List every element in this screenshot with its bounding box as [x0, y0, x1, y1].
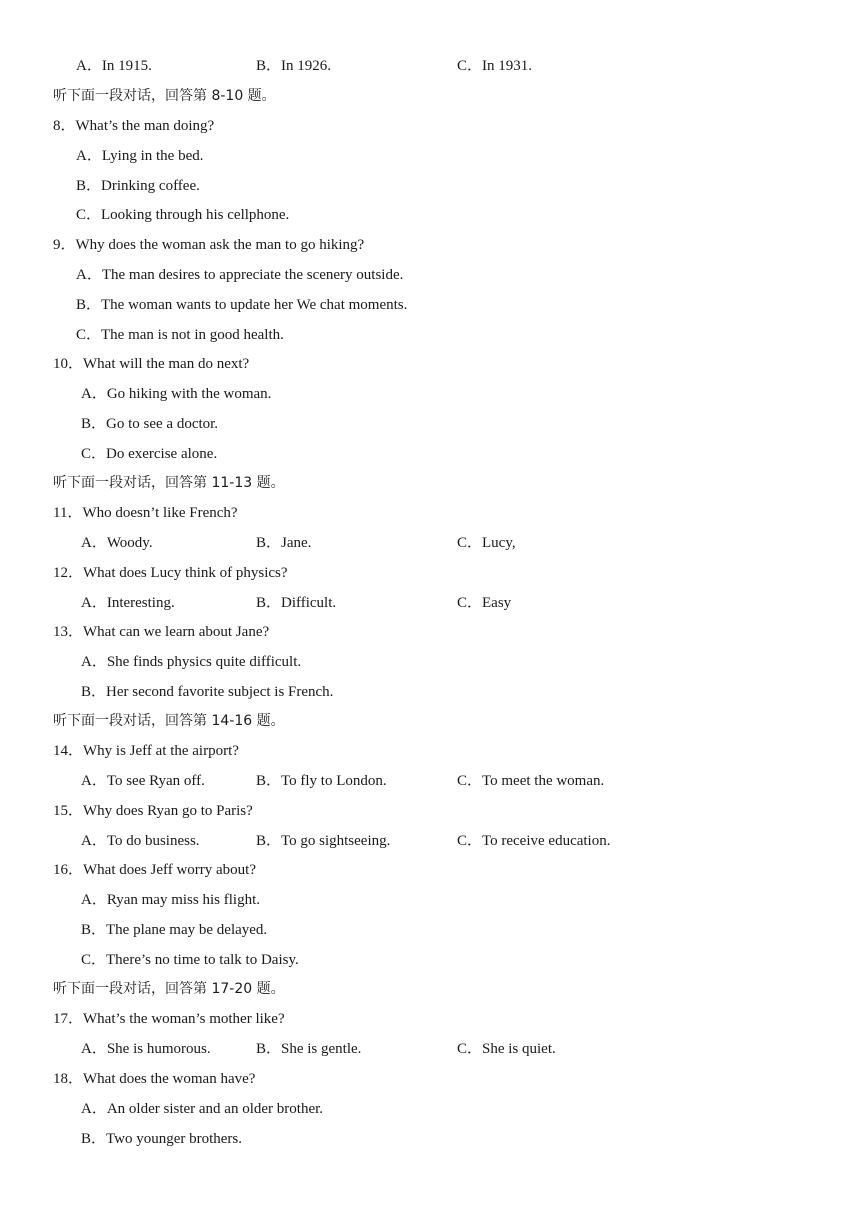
q7-option-b: B．In 1926.	[256, 58, 332, 74]
q9-option-c: C．The man is not in good health.	[76, 327, 284, 343]
q11-option-c: C．Lucy,	[457, 535, 516, 551]
q8-option-b: B．Drinking coffee.	[76, 178, 200, 194]
q14-option-c: C．To meet the woman.	[457, 773, 605, 789]
q17-option-b: B．She is gentle.	[256, 1041, 362, 1057]
q10-option-a: A．Go hiking with the woman.	[81, 386, 272, 402]
section-header-17-20: 听下面一段对话，回答第 17-20 题。	[53, 981, 285, 997]
q17-option-c: C．She is quiet.	[457, 1041, 556, 1057]
q11-option-b: B．Jane.	[256, 535, 312, 551]
q18-option-b: B．Two younger brothers.	[81, 1131, 243, 1147]
q14-option-a: A．To see Ryan off.	[81, 773, 205, 789]
q16-option-b: B．The plane may be delayed.	[81, 922, 268, 938]
q12-option-b: B．Difficult.	[256, 595, 337, 611]
question-13: 13．What can we learn about Jane?	[53, 624, 270, 640]
section-header-11-13: 听下面一段对话，回答第 11-13 题。	[53, 475, 285, 491]
q16-option-a: A．Ryan may miss his flight.	[81, 892, 260, 908]
q12-option-c: C．Easy	[457, 595, 512, 611]
q7-option-c: C．In 1931.	[457, 58, 533, 74]
q10-option-c: C．Do exercise alone.	[81, 446, 218, 462]
question-15: 15．Why does Ryan go to Paris?	[53, 803, 253, 819]
q8-option-c: C．Looking through his cellphone.	[76, 207, 290, 223]
q13-option-b: B．Her second favorite subject is French.	[81, 684, 334, 700]
question-10: 10．What will the man do next?	[53, 356, 250, 372]
question-17: 17．What’s the woman’s mother like?	[53, 1011, 285, 1027]
q9-option-b: B．The woman wants to update her We chat moments.	[76, 297, 408, 313]
q13-option-a: A．She finds physics quite difficult.	[81, 654, 302, 670]
question-16: 16．What does Jeff worry about?	[53, 862, 256, 878]
q10-option-b: B．Go to see a doctor.	[81, 416, 219, 432]
question-11: 11．Who doesn’t like French?	[53, 505, 238, 521]
question-12: 12．What does Lucy think of physics?	[53, 565, 288, 581]
question-8: 8．What’s the man doing?	[53, 118, 215, 134]
q8-option-a: A．Lying in the bed.	[76, 148, 204, 164]
question-18: 18．What does the woman have?	[53, 1071, 256, 1087]
q7-option-a: A．In 1915.	[76, 58, 152, 74]
q15-option-c: C．To receive education.	[457, 833, 611, 849]
q11-option-a: A．Woody.	[81, 535, 153, 551]
q17-option-a: A．She is humorous.	[81, 1041, 211, 1057]
q14-option-b: B．To fly to London.	[256, 773, 387, 789]
q9-option-a: A．The man desires to appreciate the scenery outside.	[76, 267, 404, 283]
question-14: 14．Why is Jeff at the airport?	[53, 743, 239, 759]
section-header-14-16: 听下面一段对话，回答第 14-16 题。	[53, 713, 285, 729]
q12-option-a: A．Interesting.	[81, 595, 175, 611]
section-header-8-10: 听下面一段对话，回答第 8-10 题。	[53, 88, 276, 104]
q18-option-a: A．An older sister and an older brother.	[81, 1101, 324, 1117]
q16-option-c: C．There’s no time to talk to Daisy.	[81, 952, 299, 968]
q15-option-a: A．To do business.	[81, 833, 200, 849]
q15-option-b: B．To go sightseeing.	[256, 833, 391, 849]
question-9: 9．Why does the woman ask the man to go hiking?	[53, 237, 365, 253]
